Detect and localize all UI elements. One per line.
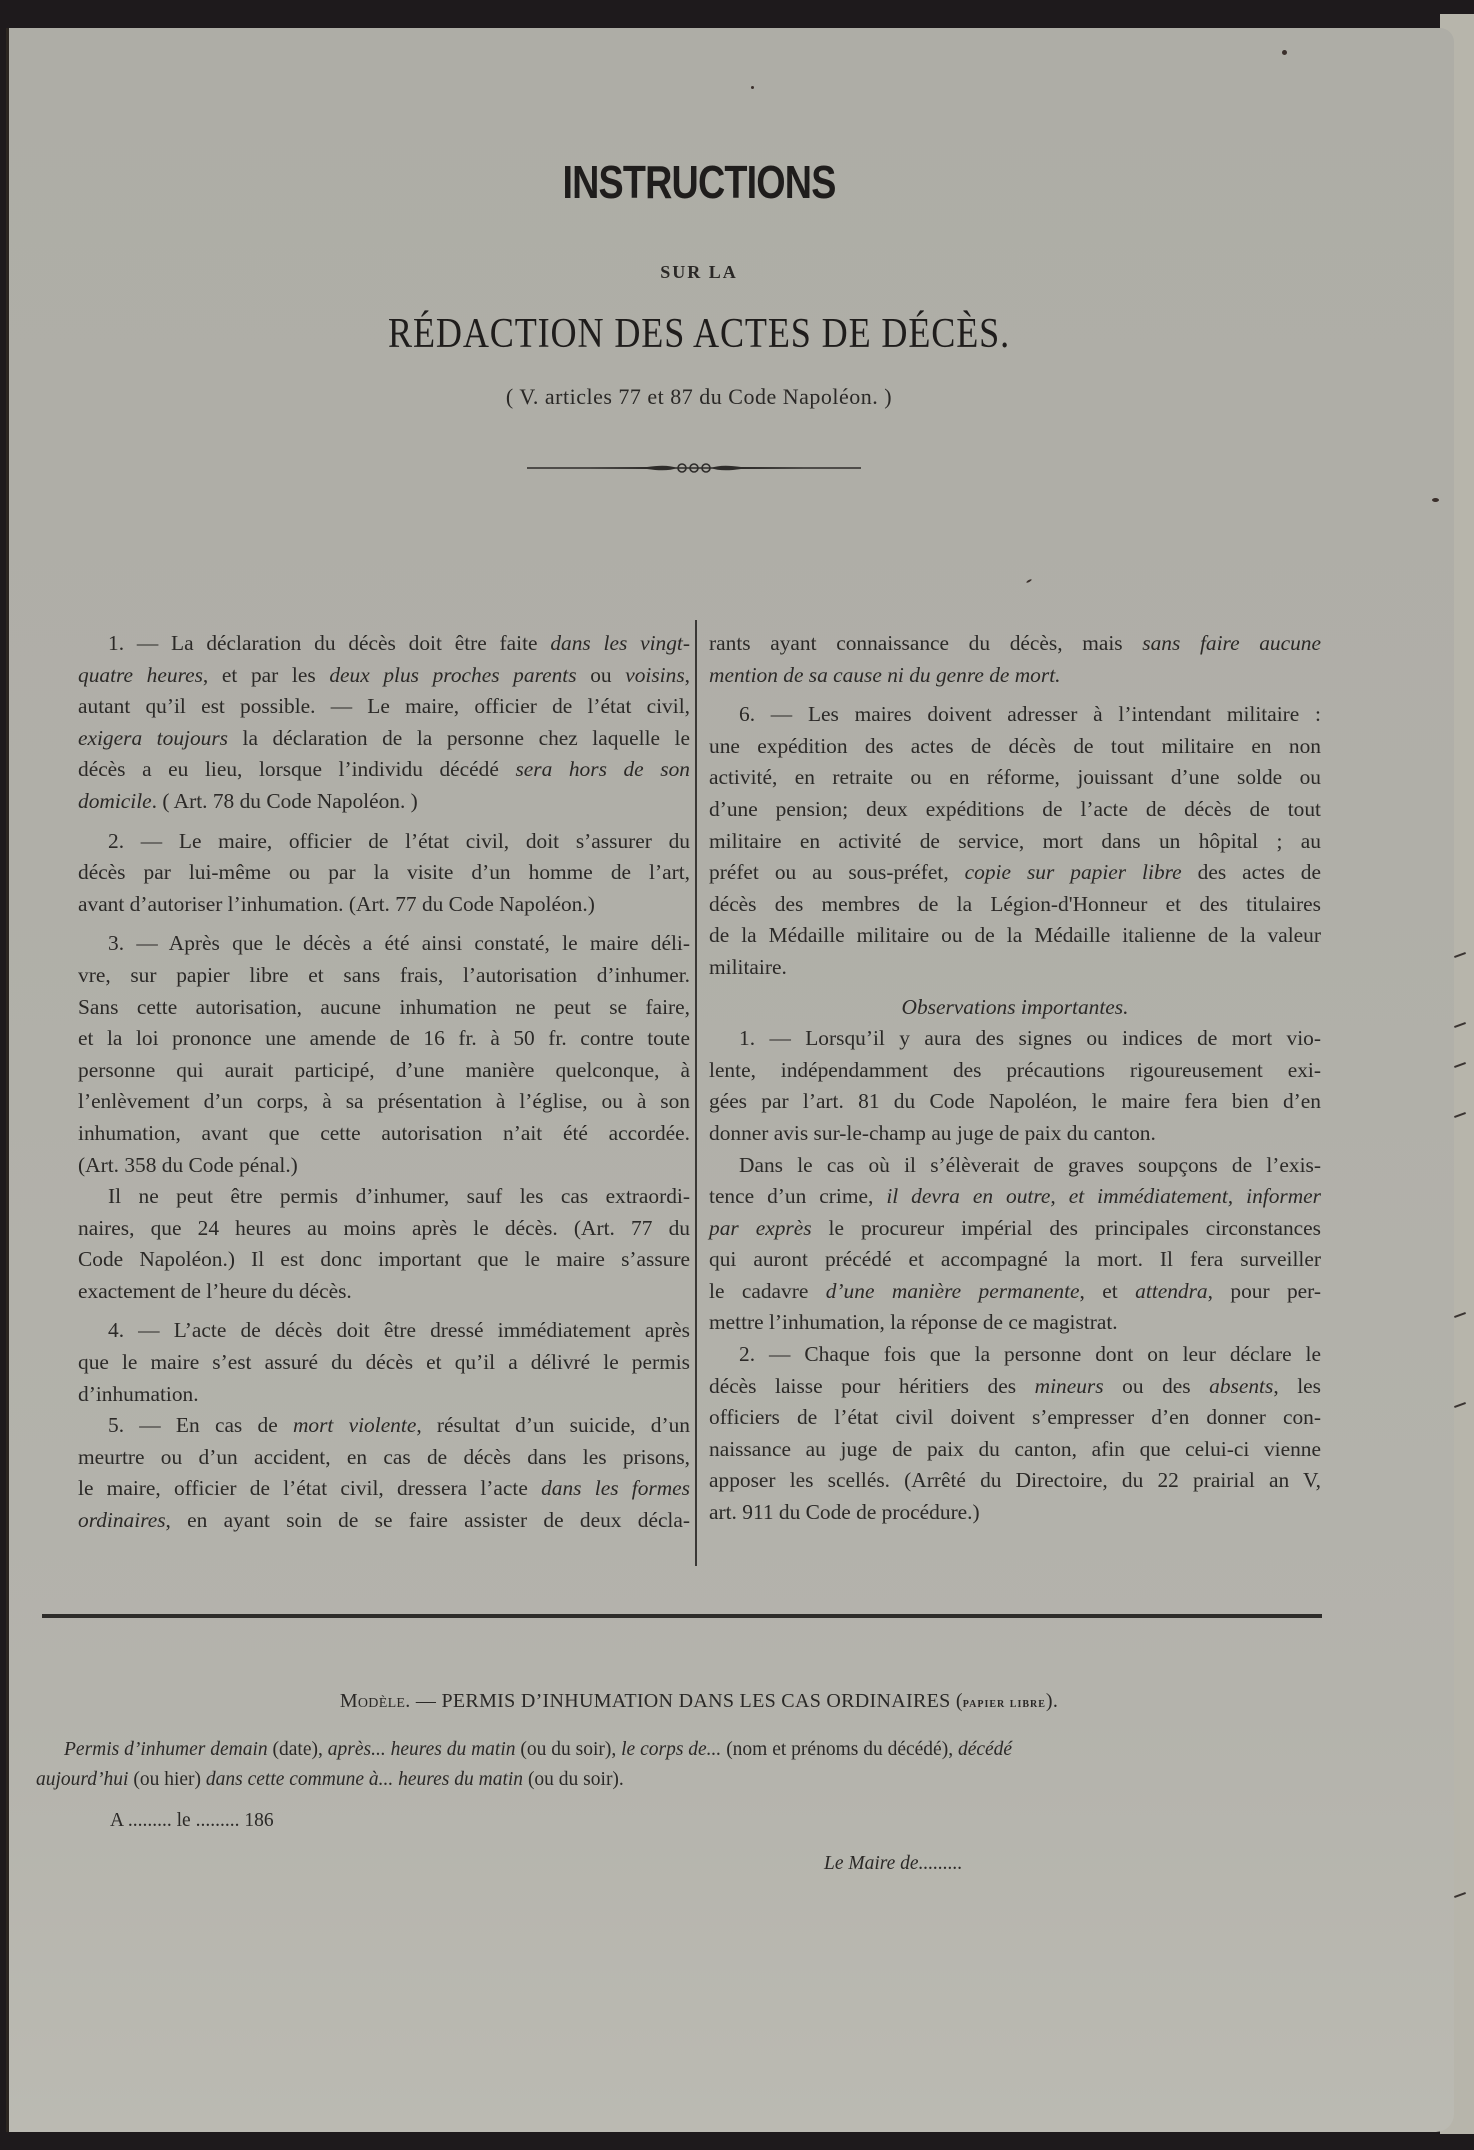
- left-column: [78, 628, 690, 1537]
- text-run: d’une pension; deux expéditions de l’acte de décès de tout: [709, 796, 1321, 821]
- text-run: Dans le cas où il s’élèverait de graves soupçons de l’exis-: [739, 1152, 1321, 1177]
- italic-text: deux plus proches parents: [329, 662, 577, 687]
- ink-mark: [1454, 1402, 1466, 1408]
- text-line: [709, 794, 1321, 826]
- text-run: 1. — La déclaration du décès doit être faite: [108, 631, 551, 655]
- text-line: [709, 1244, 1321, 1276]
- text-run: mettre l’inhumation, la réponse de ce magistrat.: [709, 1310, 1118, 1335]
- title-connector: SUR LA: [660, 262, 738, 282]
- text-run: militaire.: [709, 954, 787, 979]
- text-run: l’enlèvement d’un corps, à sa présentation à l’église, ou à son: [78, 1089, 690, 1114]
- text-line: [709, 1213, 1321, 1245]
- text-run: 1. — Lorsqu’il y aura des signes ou indices de mort vio-: [739, 1026, 1321, 1051]
- text-run: des actes de: [1181, 860, 1321, 885]
- text-run: Il ne peut être permis d’inhumer, sauf les cas extraordi-: [108, 1184, 690, 1209]
- text-run: Code Napoléon.) Il est donc important que le maire s’assure: [78, 1247, 690, 1272]
- text-line: [709, 731, 1321, 763]
- section-rule: [42, 1614, 1322, 1618]
- text-run: activité, en retraite ou en réforme, jouissant d’une solde ou: [709, 765, 1321, 790]
- text-line: [709, 992, 1321, 1024]
- text-run: (ou du soir).: [523, 1769, 624, 1790]
- text-run: qui auront précédé et accompagné la mort. Il fera surveiller: [709, 1247, 1321, 1272]
- text-run: avant d’autoriser l’inhumation. (Art. 77 du Code Napoléon.): [78, 891, 595, 916]
- text-run: une expédition des actes de décès de tout militaire en non: [709, 733, 1321, 758]
- text-run: , et par les: [202, 662, 330, 687]
- ornament-divider-icon: [527, 458, 861, 478]
- italic-text: domicile: [78, 788, 152, 813]
- ink-mark: [1454, 1112, 1466, 1118]
- text-line: [709, 660, 1321, 692]
- text-run: ou des: [1103, 1373, 1210, 1398]
- text-run: autant qu’il est possible. — Le maire, officier de l’état civil,: [78, 694, 690, 719]
- text-run: rants ayant connaissance du décès, mais: [709, 631, 1143, 655]
- place-date-line: A ......... le ......... 186: [110, 1810, 274, 1831]
- text-line: [709, 889, 1321, 921]
- text-run: tence d’un crime,: [709, 1184, 887, 1209]
- text-line: [709, 1150, 1321, 1182]
- paper-speck: [751, 86, 754, 89]
- text-line: [709, 1339, 1321, 1371]
- text-line: [709, 1276, 1321, 1308]
- text-run: ou: [576, 662, 626, 687]
- ink-mark: [1454, 1312, 1466, 1318]
- paper-speck: [1026, 579, 1032, 584]
- text-line: [709, 1465, 1321, 1497]
- italic-text: le corps de...: [621, 1739, 722, 1760]
- text-run: et la loi prononce une amende de 16 fr. à 50 fr. contre toute: [78, 1026, 690, 1051]
- text-line: [78, 1181, 690, 1213]
- ink-mark: [1454, 1892, 1466, 1898]
- right-column: [709, 628, 1321, 1529]
- text-line: [78, 1023, 690, 1055]
- italic-text: attendra: [1135, 1278, 1208, 1303]
- text-run: le maire, officier de l’état civil, dressera l’acte: [78, 1476, 542, 1501]
- text-line: [709, 857, 1321, 889]
- text-run: décès a eu lieu, lorsque l’individu décédé: [78, 757, 516, 782]
- text-run: officiers de l’état civil doivent s’empresser d’en donner con-: [709, 1405, 1321, 1430]
- ink-mark: [1454, 1062, 1466, 1068]
- text-run: donner avis sur-le-champ au juge de paix du canton.: [709, 1120, 1156, 1145]
- text-line: [78, 1118, 690, 1150]
- text-line: [78, 723, 690, 755]
- text-line: [78, 660, 690, 692]
- italic-text: dans cette commune à... heures du matin: [205, 1769, 524, 1790]
- text-run: préfet ou au sous-préfet,: [709, 860, 965, 885]
- text-line: [78, 928, 690, 960]
- text-run: décès par lui-même ou par la visite d’un homme de l’art,: [78, 860, 690, 885]
- text-run: la déclaration de la personne chez laquelle le: [228, 725, 690, 750]
- page-title: INSTRUCTIONS: [562, 156, 836, 208]
- text-line: [78, 1347, 690, 1379]
- text-line: [709, 1023, 1321, 1055]
- model-dash: —: [410, 1690, 442, 1712]
- italic-text: après... heures du matin: [327, 1739, 516, 1760]
- text-line: [709, 1402, 1321, 1434]
- text-run: 5. — En cas de: [108, 1413, 293, 1438]
- italic-text: sans faire aucune: [1142, 631, 1321, 655]
- text-run: de la Médaille militaire ou de la Médaille italienne de la valeur: [709, 923, 1321, 948]
- text-run: inhumation, avant que cette autorisation n’ait été accordée.: [78, 1120, 690, 1145]
- text-run: meurtre ou d’un accident, en cas de décès dans les prisons,: [78, 1444, 690, 1469]
- text-run: apposer les scellés. (Arrêté du Directoire, du 22 prairial an V,: [709, 1468, 1321, 1493]
- text-run: que le maire s’est assuré du décès et qu’il a délivré le permis: [78, 1350, 690, 1375]
- text-line: [709, 1055, 1321, 1087]
- italic-text: Observations importantes.: [901, 994, 1129, 1019]
- text-line: [709, 1307, 1321, 1339]
- paper-type: papier libre: [962, 1696, 1046, 1711]
- italic-text: exigera toujours: [78, 725, 229, 750]
- text-run: ,: [684, 662, 690, 687]
- italic-text: voisins: [625, 662, 685, 687]
- text-line: [709, 762, 1321, 794]
- text-line: [78, 960, 690, 992]
- italic-text: copie sur papier libre: [964, 860, 1182, 885]
- italic-text: dans les formes: [541, 1476, 690, 1501]
- text-run: naires, que 24 heures au moins après le décès. (Art. 77 du: [78, 1215, 690, 1240]
- italic-text: il devra en outre, et immédiatement, informer: [886, 1184, 1321, 1209]
- text-run: 3. — Après que le décès a été ainsi constaté, le maire déli-: [108, 931, 690, 956]
- text-run: 2. — Chaque fois que la personne dont on leur déclare le: [739, 1342, 1321, 1367]
- text-run: 6. — Les maires doivent adresser à l’intendant militaire :: [739, 702, 1321, 727]
- italic-text: ordinaires: [78, 1508, 166, 1533]
- text-run: (nom et prénoms du décédé),: [721, 1739, 958, 1760]
- text-line: [78, 628, 690, 660]
- text-line: [709, 952, 1321, 984]
- text-line: [709, 1118, 1321, 1150]
- text-line: [709, 1434, 1321, 1466]
- text-line: [78, 786, 690, 818]
- text-line: [78, 1244, 690, 1276]
- text-line: [78, 826, 690, 858]
- text-line: [78, 1379, 690, 1411]
- text-line: [709, 1181, 1321, 1213]
- italic-text: par exprès: [709, 1215, 812, 1240]
- text-line: [709, 1371, 1321, 1403]
- italic-text: aujourd’hui: [36, 1769, 129, 1790]
- paper-speck: [1432, 498, 1439, 502]
- text-line: [78, 1086, 690, 1118]
- italic-text: mineurs: [1034, 1373, 1104, 1398]
- text-line: [78, 1315, 690, 1347]
- text-line: [78, 1410, 690, 1442]
- model-heading-text: PERMIS D’INHUMATION DANS LES CAS ORDINAIRES: [441, 1690, 951, 1712]
- text-line: [709, 699, 1321, 731]
- text-line: [78, 1442, 690, 1474]
- italic-text: Permis d’inhumer demain: [64, 1739, 268, 1760]
- ink-mark: [1454, 1022, 1466, 1028]
- text-run: vre, sur papier libre et sans frais, l’autorisation d’inhumer.: [78, 962, 690, 987]
- text-run: lente, indépendamment des précautions rigoureusement exi-: [709, 1057, 1321, 1082]
- paren-open: (: [950, 1690, 963, 1712]
- text-run: (ou hier): [128, 1769, 206, 1790]
- text-run: , pour per-: [1207, 1278, 1321, 1303]
- text-line: [709, 920, 1321, 952]
- model-heading: [6, 1690, 1392, 1713]
- text-run: décès des membres de la Légion-d'Honneur et des titulaires: [709, 891, 1321, 916]
- italic-text: sera hors de son: [515, 757, 690, 782]
- paren-close: ).: [1045, 1690, 1059, 1712]
- text-line: [709, 826, 1321, 858]
- text-run: (date),: [267, 1739, 328, 1760]
- text-line: [78, 992, 690, 1024]
- italic-text: quatre heures: [78, 662, 203, 687]
- italic-text: absents: [1209, 1373, 1274, 1398]
- text-run: , et: [1079, 1278, 1136, 1303]
- text-run: 2. — Le maire, officier de l’état civil, doit s’assurer du: [108, 828, 690, 853]
- text-run: . ( Art. 78 du Code Napoléon. ): [151, 788, 418, 813]
- text-run: , les: [1273, 1373, 1321, 1398]
- paper-speck: [1282, 50, 1287, 55]
- text-line: [78, 1505, 690, 1537]
- text-line: [78, 1473, 690, 1505]
- text-run: le procureur impérial des principales circonstances: [811, 1215, 1321, 1240]
- text-line: [78, 857, 690, 889]
- text-run: le cadavre: [709, 1278, 826, 1303]
- text-run: 4. — L’acte de décès doit être dressé immédiatement après: [108, 1318, 690, 1343]
- text-run: naissance au juge de paix du canton, afin que celui-ci vienne: [709, 1436, 1321, 1461]
- document-page: [6, 28, 1454, 2132]
- text-line: [78, 1150, 690, 1182]
- text-run: art. 911 du Code de procédure.): [709, 1500, 980, 1525]
- model-label: Modèle.: [339, 1690, 411, 1712]
- text-run: (Art. 358 du Code pénal.): [78, 1152, 298, 1177]
- column-divider: [695, 620, 697, 1566]
- italic-text: d’une manière permanente: [825, 1278, 1080, 1303]
- italic-text: dans les vingt-: [550, 631, 690, 655]
- model-text-line-2: [36, 1769, 624, 1791]
- text-run: décès laisse pour héritiers des: [709, 1373, 1035, 1398]
- model-text-line-1: [64, 1739, 1012, 1761]
- text-line: [78, 754, 690, 786]
- text-line: [78, 691, 690, 723]
- text-line: [78, 889, 690, 921]
- signature-line: Le Maire de.........: [824, 1853, 963, 1874]
- text-run: gées par l’art. 81 du Code Napoléon, le maire fera bien d’en: [709, 1089, 1321, 1114]
- page-subtitle: RÉDACTION DES ACTES DE DÉCÈS.: [388, 311, 1010, 357]
- text-run: (ou du soir),: [515, 1739, 622, 1760]
- italic-text: mention de sa cause ni du genre de mort.: [709, 662, 1061, 687]
- text-run: Sans cette autorisation, aucune inhumation ne peut se faire,: [78, 994, 690, 1019]
- text-line: [78, 1276, 690, 1308]
- text-line: [709, 1086, 1321, 1118]
- text-run: personne qui aurait participé, d’une manière quelconque, à: [78, 1057, 690, 1082]
- text-run: d’inhumation.: [78, 1381, 199, 1406]
- code-reference: ( V. articles 77 et 87 du Code Napoléon. ): [505, 384, 893, 409]
- text-run: , résultat d’un suicide, d’un: [416, 1413, 690, 1438]
- text-line: [78, 1213, 690, 1245]
- text-run: , en ayant soin de se faire assister de deux décla-: [165, 1508, 690, 1533]
- text-line: [78, 1055, 690, 1087]
- text-run: exactement de l’heure du décès.: [78, 1278, 352, 1303]
- italic-text: décédé: [957, 1739, 1013, 1760]
- ink-mark: [1454, 952, 1466, 958]
- text-line: [709, 1497, 1321, 1529]
- text-line: [709, 628, 1321, 660]
- text-run: militaire en activité de service, mort dans un hôpital ; au: [709, 828, 1321, 853]
- italic-text: mort violente: [292, 1413, 417, 1438]
